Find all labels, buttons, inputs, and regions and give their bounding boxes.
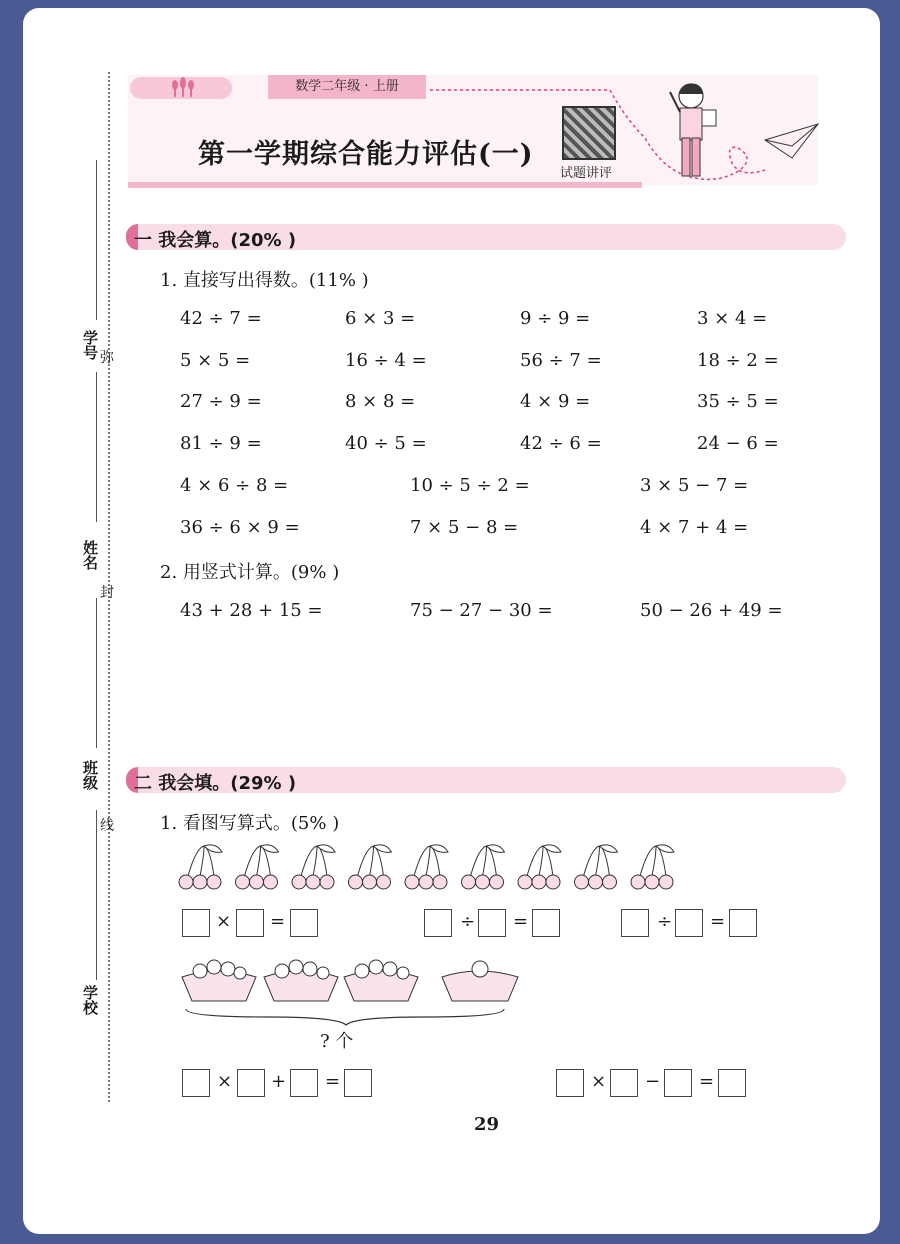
seal-cut-char: 线 <box>100 818 114 834</box>
header-illustration <box>420 78 820 190</box>
answer-box[interactable] <box>182 1069 210 1097</box>
calc-item: 4 × 6 ÷ 8 = <box>180 475 289 496</box>
name-label: 姓名 <box>81 540 99 570</box>
binding-underline <box>96 810 97 980</box>
calc-item: 7 × 5 − 8 = <box>410 516 519 538</box>
cherry-icon <box>349 845 392 889</box>
section-title: 二 我会填。(29% ) <box>134 773 297 794</box>
class-label: 班级 <box>81 760 99 790</box>
cherry-icon <box>518 845 561 889</box>
calc-item: 16 ÷ 4 = <box>345 349 427 371</box>
paper-plane-icon <box>765 124 818 158</box>
operator: = <box>699 1071 715 1092</box>
vertical-calc-item: 50 − 26 + 49 = <box>640 600 783 621</box>
calc-item: 18 ÷ 2 = <box>697 349 779 371</box>
answer-box[interactable] <box>290 909 318 937</box>
calc-item: 42 ÷ 7 = <box>180 308 262 329</box>
question-label: 2. 用竖式计算。(9% ) <box>160 562 340 583</box>
calc-item: 40 ÷ 5 = <box>345 432 427 454</box>
operator: = <box>270 911 286 932</box>
operator: = <box>513 911 529 932</box>
cherry-icon <box>236 845 279 889</box>
calc-item: 3 × 4 = <box>697 308 768 329</box>
answer-box[interactable] <box>236 909 264 937</box>
seal-cut-char: 封 <box>100 585 114 601</box>
question-label: 1. 看图写算式。(5% ) <box>160 813 340 834</box>
answer-box[interactable] <box>556 1069 584 1097</box>
operator: + <box>271 1071 287 1092</box>
basket-icon <box>182 971 518 1001</box>
answer-box[interactable] <box>424 909 452 937</box>
answer-box[interactable] <box>344 1069 372 1097</box>
answer-box[interactable] <box>664 1069 692 1097</box>
qr-caption: 试题讲评 <box>560 166 613 181</box>
answer-box[interactable] <box>729 909 757 937</box>
operator: = <box>710 911 726 932</box>
vertical-calc-item: 75 − 27 − 30 = <box>410 600 553 621</box>
calc-item: 9 ÷ 9 = <box>520 308 591 329</box>
operator: − <box>645 1071 661 1092</box>
calc-item: 6 × 3 = <box>345 308 416 329</box>
question-mark-label: ? 个 <box>320 1031 354 1052</box>
question-label: 1. 直接写出得数。(11% ) <box>160 270 369 291</box>
tree-icon <box>130 77 232 99</box>
answer-box[interactable] <box>621 909 649 937</box>
operator: ÷ <box>657 911 673 932</box>
cherry-icon <box>462 845 505 889</box>
page <box>23 8 880 1234</box>
brace <box>186 1009 504 1025</box>
answer-box[interactable] <box>478 909 506 937</box>
calc-item: 42 ÷ 6 = <box>520 432 602 454</box>
calc-item: 56 ÷ 7 = <box>520 349 602 371</box>
calc-item: 8 × 8 = <box>345 391 416 412</box>
calc-item: 4 × 9 = <box>520 391 591 412</box>
header-decoration <box>130 77 232 99</box>
cherry-icon <box>179 845 222 889</box>
cherries-illustration <box>176 842 686 896</box>
answer-box[interactable] <box>182 909 210 937</box>
baskets-illustration <box>178 955 528 1030</box>
page-number: 29 <box>474 1114 500 1135</box>
vertical-calc-item: 43 + 28 + 15 = <box>180 600 323 621</box>
seal-cut-char: 弥 <box>100 350 114 366</box>
answer-box[interactable] <box>675 909 703 937</box>
operator: ÷ <box>460 911 476 932</box>
subject-tag: 数学二年级 · 上册 <box>268 75 426 99</box>
student-number-label: 学号 <box>81 330 99 360</box>
page-title: 第一学期综合能力评估(一) <box>198 139 534 170</box>
answer-box[interactable] <box>290 1069 318 1097</box>
answer-box[interactable] <box>718 1069 746 1097</box>
operator: × <box>591 1071 607 1092</box>
cherry-icon <box>631 845 674 889</box>
calc-item: 81 ÷ 9 = <box>180 432 262 454</box>
calc-item: 35 ÷ 5 = <box>697 391 779 412</box>
calc-item: 27 ÷ 9 = <box>180 391 262 412</box>
cherry-icon <box>292 845 335 889</box>
calc-item: 3 × 5 − 7 = <box>640 475 749 496</box>
binding-underline <box>96 160 97 320</box>
school-label: 学校 <box>81 985 99 1015</box>
answer-box[interactable] <box>237 1069 265 1097</box>
cherry-icon <box>405 845 448 889</box>
calc-item: 5 × 5 = <box>180 349 251 371</box>
calc-item: 24 − 6 = <box>697 432 779 454</box>
section-title: 一 我会算。(20% ) <box>134 230 297 251</box>
answer-box[interactable] <box>610 1069 638 1097</box>
dashed-path <box>430 90 765 179</box>
calc-item: 10 ÷ 5 ÷ 2 = <box>410 475 530 496</box>
operator: = <box>325 1071 341 1092</box>
calc-item: 4 × 7 + 4 = <box>640 516 749 538</box>
answer-box[interactable] <box>532 909 560 937</box>
boy-icon <box>670 84 716 176</box>
binding-underline <box>96 598 97 748</box>
cherry-icon <box>575 845 618 889</box>
operator: × <box>216 911 232 932</box>
calc-item: 36 ÷ 6 × 9 = <box>180 516 300 538</box>
operator: × <box>217 1071 233 1092</box>
binding-underline <box>96 372 97 522</box>
